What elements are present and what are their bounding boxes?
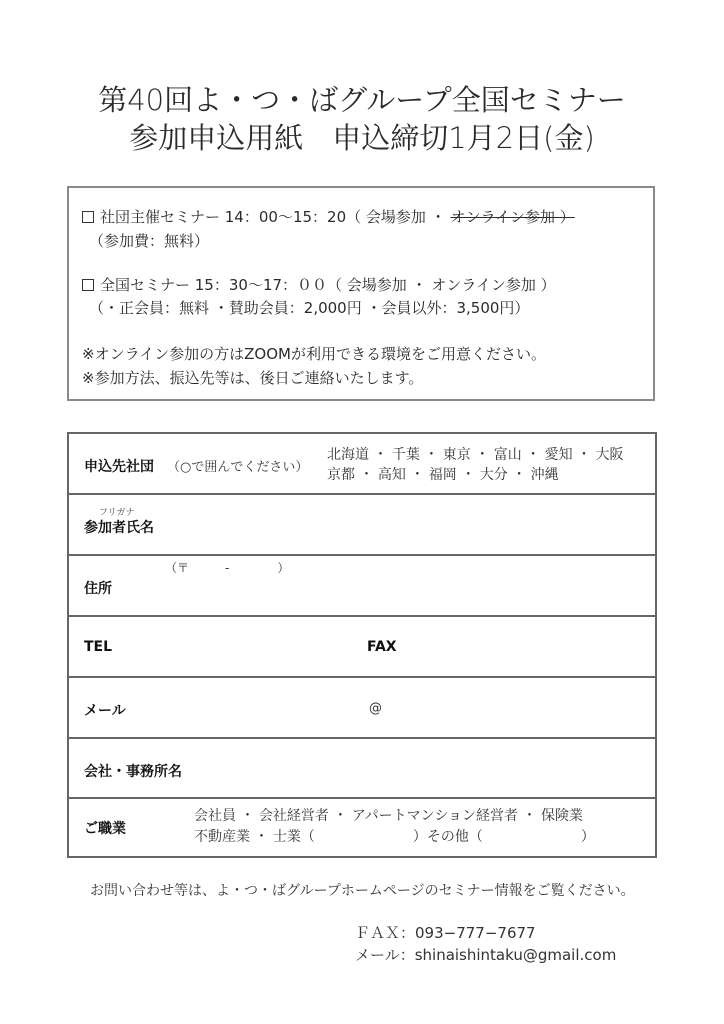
- address-label: 住所: [84, 581, 112, 597]
- participant-name-label: 参加者氏名: [84, 520, 154, 536]
- occupation-label: ご職業: [84, 821, 126, 837]
- seminar-info-box: [67, 186, 655, 401]
- address-field[interactable]: [189, 578, 651, 611]
- contact-email[interactable]: メール：shinaishintaku@gmail.com: [355, 946, 617, 964]
- row-email: [69, 678, 655, 739]
- company-field[interactable]: [199, 743, 651, 793]
- email-label: メール: [84, 703, 126, 719]
- tel-label: TEL: [84, 639, 113, 655]
- national-seminar-label: 全国セミナー 15：30～17：００（ 会場参加 ・ オンライン参加 ）: [100, 276, 556, 294]
- occupation-options-line1[interactable]: 会社員 ・ 会社経営者 ・ アパートマンション経営者 ・ 保険業: [194, 808, 583, 824]
- branch-options-line1[interactable]: 北海道 ・ 千葉 ・ 東京 ・ 富山 ・ 愛知 ・ 大阪: [327, 447, 624, 463]
- tel-field[interactable]: [129, 621, 349, 672]
- society-seminar-fee: （参加費：無料）: [89, 232, 210, 250]
- occupation-options-line2[interactable]: 不動産業 ・ 士業（ ）その他（ ）: [194, 829, 595, 845]
- participant-name-field[interactable]: [189, 499, 651, 550]
- inquiry-note: お問い合わせ等は、よ・つ・ばグループホームページのセミナー情報をご覧ください。: [90, 883, 635, 899]
- option-society-seminar: [82, 206, 575, 227]
- note-payment: ※参加方法、振込先等は、後日ご連絡いたします。: [82, 369, 424, 387]
- society-seminar-label: 社団主催セミナー 14：00～15：20（ 会場参加 ・: [100, 208, 446, 226]
- row-company: [69, 739, 655, 799]
- email-field[interactable]: [139, 682, 651, 733]
- application-form: [67, 432, 657, 858]
- fax-label: FAX: [367, 639, 397, 655]
- row-name: [69, 495, 655, 556]
- society-seminar-checkbox[interactable]: [82, 211, 94, 223]
- branch-hint: （○で囲んでください）: [167, 460, 309, 475]
- page-title: 第40回よ・つ・ばグループ全国セミナー: [98, 83, 626, 117]
- national-seminar-checkbox[interactable]: [82, 279, 94, 291]
- fax-field[interactable]: [409, 621, 651, 672]
- company-label: 会社・事務所名: [84, 764, 182, 780]
- page-subtitle: 参加申込用紙 申込締切1月2日(金): [129, 121, 595, 155]
- option-national-seminar: [82, 274, 556, 295]
- row-branch: [69, 434, 655, 495]
- email-at-sign: @: [369, 701, 382, 716]
- row-occupation: [69, 799, 655, 856]
- postal-code-field[interactable]: （〒 - ）: [165, 561, 290, 575]
- branch-options-line2[interactable]: 京都 ・ 高知 ・ 福岡 ・ 大分 ・ 沖縄: [327, 467, 559, 483]
- national-seminar-fee: （・正会員：無料 ・賛助会員：2,000円 ・会員以外：3,500円）: [89, 299, 530, 317]
- contact-fax: ＦＡＸ：093−777−7677: [355, 924, 536, 942]
- row-phone: [69, 617, 655, 678]
- note-zoom: ※オンライン参加の方はZOOMが利用できる環境をご用意ください。: [82, 345, 546, 363]
- society-seminar-online-struck: オンライン参加 ）: [450, 208, 575, 226]
- row-address: [69, 556, 655, 617]
- branch-label: 申込先社団: [84, 459, 154, 475]
- furigana-label: フリガナ: [99, 508, 135, 518]
